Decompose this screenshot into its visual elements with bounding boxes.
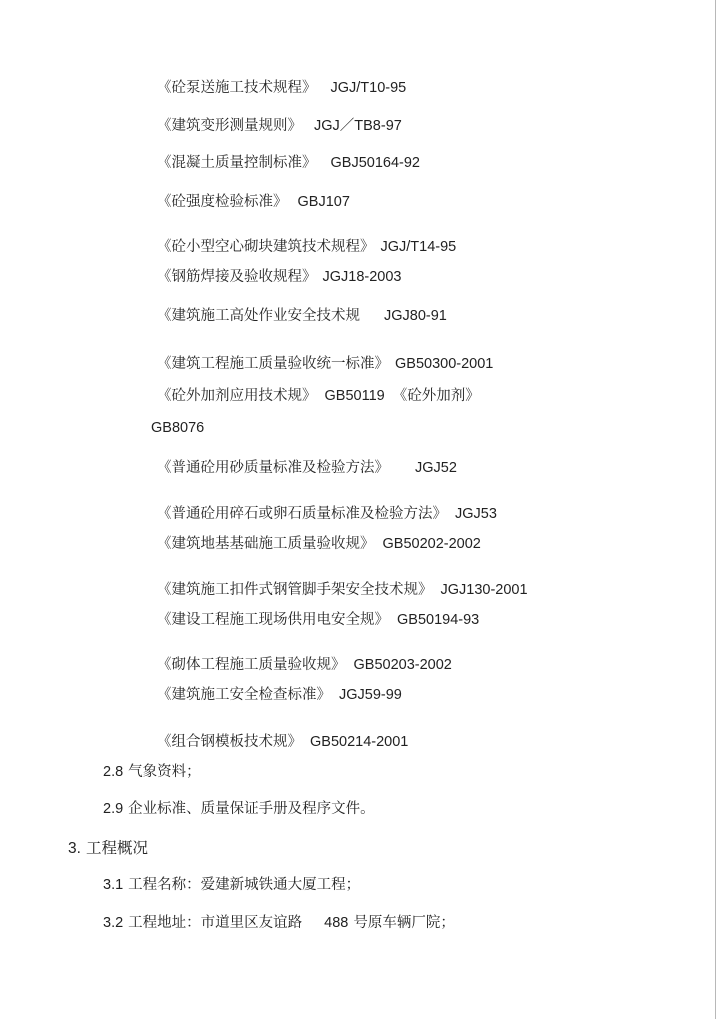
standard-continuation <box>151 418 204 438</box>
standard-title: 《砼强度检验标准》 <box>157 194 288 210</box>
standard-code: JGJ52 <box>415 460 457 476</box>
standard-title: 《砼小型空心砌块建筑技术规程》 <box>157 239 375 255</box>
standard-code: GB50194-93 <box>397 612 480 628</box>
standard-code: JGJ80-91 <box>384 308 447 324</box>
standard-code: GB50300-2001 <box>395 356 494 372</box>
address-number: 488 <box>324 915 349 931</box>
standard-line <box>157 78 406 98</box>
item-text: 工程名称：爱建新城铁通大厦工程； <box>128 877 361 893</box>
item-text: 号原车辆厂院； <box>353 915 455 931</box>
standard-line <box>157 732 408 752</box>
item-text: 工程地址：市道里区友谊路 <box>128 915 303 931</box>
list-item <box>103 762 201 782</box>
item-text: 气象资料； <box>128 764 201 780</box>
standard-title: 《建筑地基基础施工质量验收规》 <box>157 536 375 552</box>
standard-line <box>157 458 457 478</box>
standard-code: GB50203-2002 <box>353 657 452 673</box>
list-item <box>103 799 375 819</box>
section-title: 工程概况 <box>85 839 148 857</box>
list-item <box>103 913 455 933</box>
item-text: 企业标准、质量保证手册及程序文件。 <box>128 801 375 817</box>
standard-code: GB50214-2001 <box>310 734 409 750</box>
standard-line <box>157 237 456 257</box>
standard-title: 《建筑施工扣件式钢管脚手架安全技术规》 <box>157 582 433 598</box>
standard-title: 《普通砼用砂质量标准及检验方法》 <box>157 460 389 476</box>
standard-line <box>157 610 479 630</box>
standard-title: 《建筑施工安全检查标准》 <box>157 687 331 703</box>
standard-title: 《组合钢模板技术规》 <box>157 734 302 750</box>
standard-code: JGJ/T10-95 <box>330 80 407 96</box>
standard-line <box>157 354 493 374</box>
standard-title: 《砼外加剂应用技术规》 <box>157 388 317 404</box>
item-number: 2.9 <box>103 801 124 817</box>
standard-code: JGJ18-2003 <box>322 269 402 285</box>
standard-line <box>157 153 420 173</box>
standard-code: GB8076 <box>151 420 205 436</box>
list-item <box>103 875 360 895</box>
standard-line <box>157 534 481 554</box>
standard-title: 《建筑变形测量规则》 <box>157 118 302 134</box>
standard-code: JGJ130-2001 <box>440 582 528 598</box>
standard-code: GBJ107 <box>297 194 350 210</box>
standard-title: 《砼泵送施工技术规程》 <box>157 80 317 96</box>
standard-line <box>157 267 402 287</box>
section-heading <box>68 838 148 859</box>
standard-code: GB50202-2002 <box>382 536 481 552</box>
standard-code: JGJ59-99 <box>339 687 402 703</box>
item-number: 3.2 <box>103 915 124 931</box>
standard-line <box>157 306 447 326</box>
standard-code: GBJ50164-92 <box>330 155 420 171</box>
item-number: 2.8 <box>103 764 124 780</box>
standard-line <box>157 386 480 406</box>
standard-line <box>157 504 497 524</box>
standard-code: JGJ53 <box>455 506 497 522</box>
standard-code: JGJ/T14-95 <box>380 239 457 255</box>
standard-line <box>157 655 452 675</box>
standard-title: 《砌体工程施工质量验收规》 <box>157 657 346 673</box>
standard-line <box>157 192 350 212</box>
standard-line <box>157 685 402 705</box>
standard-title: 《混凝土质量控制标准》 <box>157 155 317 171</box>
standard-title: 《建筑工程施工质量验收统一标准》 <box>157 356 389 372</box>
standard-line <box>157 116 402 136</box>
standard-code: JGJ／TB8-97 <box>314 118 402 134</box>
standard-title: 《普通砼用碎石或卵石质量标准及检验方法》 <box>157 506 447 522</box>
standard-title: 《钢筋焊接及验收规程》 <box>157 269 317 285</box>
standard-title-2: 《砼外加剂》 <box>392 388 480 404</box>
standard-line <box>157 580 528 600</box>
item-number: 3.1 <box>103 877 124 893</box>
page-edge-line <box>715 0 716 1019</box>
section-number: 3. <box>68 840 81 857</box>
standard-title: 《建设工程施工现场供用电安全规》 <box>157 612 389 628</box>
standard-title: 《建筑施工高处作业安全技术规 <box>157 308 360 324</box>
standard-code: GB50119 <box>324 388 385 404</box>
